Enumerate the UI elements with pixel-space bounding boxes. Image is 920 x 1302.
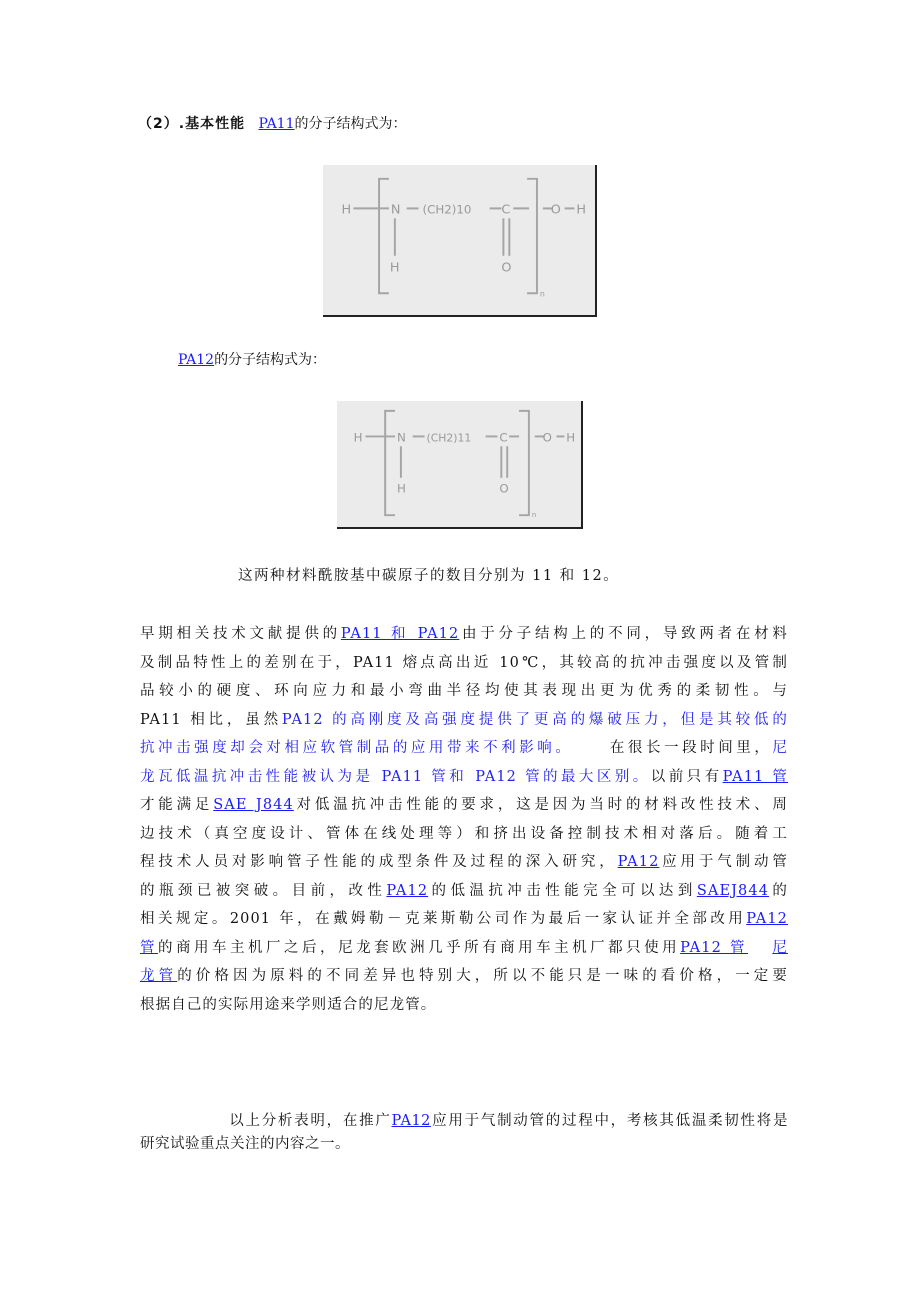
pa12-caption-suffix: 的分子结构式为： [214, 352, 327, 368]
atom-h-bottom: H [389, 260, 400, 276]
text-run: 应用于气制动管的过程中，考核其低温柔韧性将是 [430, 1113, 788, 1129]
text-run: PA11 相比，虽然 [140, 711, 282, 728]
text-run: 应用于气制动管 [659, 854, 788, 870]
pa12-link[interactable]: PA12 [386, 882, 429, 899]
highlighted-text: 抗冲击强度却会对相应软管制品的应用带来不利影响。 [140, 740, 574, 756]
text-run: 由于分子结构上的不同，导致两者在材料 [459, 626, 788, 642]
highlighted-text: 尼 [772, 740, 788, 756]
paragraph-line: 根据自己的实际用途来学则适合的尼龙管。 [140, 996, 437, 1013]
subscript-n: n [539, 289, 545, 299]
pa11-structure-figure [323, 165, 597, 317]
pa12-structure-diagram [337, 401, 581, 527]
paragraph-line: 品较小的硬度、环向应力和最小弯曲半径均使其表现出更为优秀的柔韧性。与 [140, 683, 788, 699]
paragraph-line [140, 848, 788, 877]
paragraph-line [140, 734, 788, 763]
atom-o-chain: O [550, 202, 561, 218]
paragraph-line [140, 877, 788, 906]
text-run: 对低温抗冲击性能的要求，这是因为当时的材料改性技术、周 [293, 797, 788, 813]
pa12-link[interactable]: PA12 [391, 1113, 431, 1129]
text-run: 的 [769, 882, 788, 899]
paragraph-line [140, 1110, 788, 1133]
paragraph-line [140, 962, 788, 991]
paragraph-line [140, 934, 788, 963]
pa12-tube-link[interactable]: PA12 管 [680, 939, 749, 956]
sae-j844-link[interactable]: SAE J844 [213, 797, 294, 813]
paragraph-line: 边技术（真空度设计、管体在线处理等）和挤出设备控制技术相对落后。随着工 [140, 825, 788, 842]
heading-title: .基本性能 [178, 116, 246, 132]
text-run: 相关规定。2001 年，在戴姆勒－克莱斯勒公司作为最后一家认证并全部改用 [140, 911, 747, 927]
paragraph-line [140, 706, 788, 735]
atom-c: C [499, 430, 508, 445]
paragraph-line: 及制品特性上的差别在于，PA11 熔点高出近 10℃，其较高的抗冲击强度以及管制 [140, 654, 788, 671]
highlighted-text: 龙瓦低温抗冲击性能被认为是 PA11 管和 PA12 管的最大区别。 [140, 768, 651, 785]
text-run: 的价格因为原料的不同差异也特别大，所以不能只是一味的看价格，一定要 [177, 968, 788, 984]
pa12-structure-figure [337, 401, 583, 529]
pa12-link[interactable]: PA12 [746, 911, 788, 927]
atom-h-left: H [353, 430, 363, 445]
atom-h-right: H [576, 202, 587, 218]
comparison-paragraph [140, 620, 788, 1019]
atom-h-right: H [566, 430, 576, 445]
group-ch2: (CH2)10 [422, 202, 472, 217]
atom-o-carbonyl: O [499, 481, 509, 496]
atom-h-left: H [341, 202, 352, 218]
pa12-structure-caption [178, 349, 326, 371]
text-run: 的低温抗冲击性能完全可以达到 [428, 882, 697, 899]
paragraph-line: 研究试验重点关注的内容之一。 [140, 1136, 350, 1152]
text-run: 以上分析表明，在推广 [228, 1113, 392, 1129]
paragraph-line [140, 791, 788, 820]
atom-c: C [501, 202, 511, 218]
carbon-count-sentence: 这两种材料酰胺基中碳原子的数目分别为 11 和 12。 [238, 568, 620, 584]
section-heading [138, 113, 407, 135]
text-run: 早期相关技术文献提供的 [140, 626, 341, 642]
pa12-link[interactable]: PA12 [178, 352, 215, 368]
pa11-link[interactable]: PA11 [258, 116, 295, 132]
atom-n: N [396, 430, 406, 445]
atom-o-carbonyl: O [501, 260, 512, 276]
highlighted-text: PA12 的高刚度及高强度提供了更高的爆破压力，但是其较低的 [281, 711, 788, 728]
pa11-structure-diagram [323, 165, 595, 315]
text-run: 在很长一段时间里， [607, 740, 773, 756]
nylon-tube-link[interactable]: 尼 [772, 939, 788, 956]
group-ch2: (CH2)11 [426, 431, 472, 445]
heading-suffix: 的分子结构式为： [294, 116, 407, 132]
text-run: 程技术人员对影响管子性能的成型条件及过程的深入研究， [140, 854, 618, 870]
subscript-n: n [531, 511, 537, 520]
text-run: 以前只有 [650, 768, 723, 785]
atom-o-chain: O [542, 430, 552, 445]
text-run: 的商用车主机厂之后，尼龙套欧洲几乎所有商用车主机厂都只使用 [158, 939, 681, 956]
pa12-link[interactable]: PA12 [617, 854, 660, 870]
pa11-pa12-link[interactable]: PA11 和 PA12 [340, 626, 460, 642]
paragraph-line [140, 763, 788, 792]
tube-link[interactable]: 管 [140, 939, 159, 956]
text-run: 的瓶颈已被突破。目前，改性 [140, 882, 387, 899]
text-run: 才能满足 [140, 797, 214, 813]
saej844-link[interactable]: SAEJ844 [696, 882, 770, 899]
paragraph-line [140, 620, 788, 649]
atom-n: N [390, 202, 401, 218]
atom-h-bottom: H [396, 481, 406, 496]
conclusion-paragraph [140, 1110, 788, 1156]
pa11-tube-link[interactable]: PA11 管 [722, 768, 789, 785]
paragraph-line [140, 905, 788, 934]
nylon-tube-link[interactable]: 龙管 [140, 968, 178, 984]
heading-number: （2） [138, 116, 179, 132]
